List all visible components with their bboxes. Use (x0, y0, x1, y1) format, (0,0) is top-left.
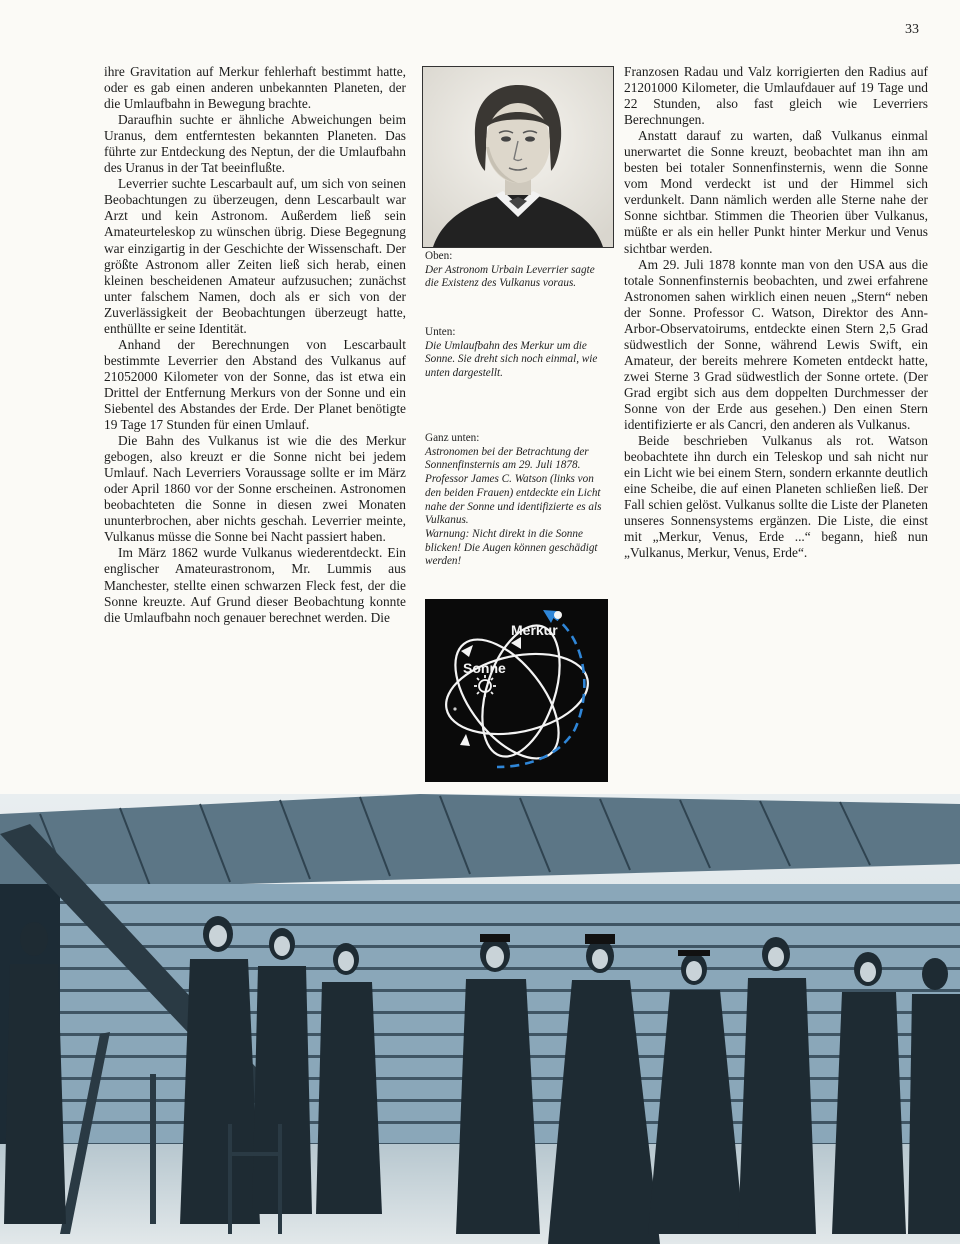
paragraph: Beide beschrieben Vulkanus als rot. Watson beobachtete ihn durch ein Teleskop und sah nicht nur ein Licht wie bei einem Stern, sondern erkannte deutlich eine Scheibe, die auf einen Planeten schließen ließ. Der Fall schien gelöst. Vulkanus sollte die Liste der Planeten unseres Sonnensystems ergänzen. Die Liste, die einst mit „Merkur, Venus, Erde ...“ begann, hieß nun „Vulkanus, Merkur, Venus, Erde“. (624, 433, 928, 561)
paragraph: Anhand der Berechnungen von Lescarbault bestimmte Leverrier den Abstand des Vulkanus auf 21052000 Kilometer von der Sonne, das ist etwa ein Drittel der Entfernung Merkurs von der Sonne und ein Siebentel des Abstandes der Erde. Der Planet benötigte 19 Tage 17 Stunden für einen Umlauf. (104, 336, 406, 433)
caption-photo (425, 432, 610, 569)
paragraph: ihre Gravitation auf Merkur fehlerhaft bestimmt hatte, oder es gab einen anderen unbekannten Planeten, der die Umlaufbahn in Bewegung brachte. (104, 64, 406, 112)
paragraph: Anstatt darauf zu warten, daß Vulkanus einmal unerwartet die Sonne kreuzt, beobachtet man ihn am besten bei totaler Sonnenfinsternis, wenn die Sonne vom Mond verdeckt ist und der Himmel sich verdunkelt. Dann nämlich werden alle Sterne nahe der Sonne sichtbar. Stimmen die Theorien über Vulkanus, müßte er als ein heller Punkt hinter Merkur und Venus sichtbar werden. (624, 128, 928, 256)
caption-label: Oben: (425, 250, 453, 262)
historic-photo-astronomers (0, 794, 960, 1244)
text-column-right (624, 64, 928, 561)
caption-portrait (425, 250, 610, 291)
paragraph: Daraufhin suchte er ähnliche Abweichungen beim Uranus, dem entferntesten bekannten Planeten. Das führte zur Entdeckung des Neptun, der die Umlaufbahn des Uranus in der Tat beeinflußte. (104, 112, 406, 176)
paragraph: Die Bahn des Vulkanus ist wie die des Merkur gebogen, also kreuzt er die Sonne nicht bei jedem Umlauf. Nach Leverriers Voraussage sollte er im März oder April 1860 vor der Sonne erscheinen. Astronomen beobachteten die Sonne in diesen zwei Monaten ununterbrochen, aber nichts geschah. Leverrier meinte, Vulkanus müsse die Sonne bei Nacht passiert haben. (104, 433, 406, 545)
paragraph: Im März 1862 wurde Vulkanus wiederentdeckt. Ein englischer Amateurastronom, Mr. Lummis aus Manchester, stellte einen schwarzen Fleck fest, der die Sonne kreuzte. Auf Grund dieser Beobachtung konnte die Umlaufbahn noch genauer berechnet werden. Die (104, 545, 406, 625)
paragraph: Am 29. Juli 1878 konnte man von den USA aus die totale Sonnenfinsternis beobachten, und zwei erfahrene Astronomen sahen wirklich einen neuen „Stern“ neben der Sonne. Professor C. Watson, Direktor des Ann-Arbor-Observatoirums, entdeckte einen Stern 2,5 Grad südwestlich der Sonne, während Lewis Swift, ein Amateur, der bereits mehrere Kometen entdeckt hatte, zwei Sterne 3 Grad südwestlich der Sonne ortete. (Der Grad ergibt sich aus dem doppelten Durchmesser der Sonne von der Erde aus gesehen.) Den einen Stern identifizierte er als Cancri, den anderen als Vulkanus. (624, 256, 928, 433)
paragraph: Franzosen Radau und Valz korrigierten den Radius auf 21201000 Kilometer, die Umlaufdauer auf 19 Tage und 22 Stunden, also fast gleich wie Leverriers Berechnungen. (624, 64, 928, 128)
text-column-left (104, 64, 406, 626)
caption-label: Unten: (425, 326, 456, 338)
page-number: 33 (905, 22, 919, 37)
caption-label: Ganz unten: (425, 432, 480, 444)
paragraph: Leverrier suchte Lescarbault auf, um sich von seinen Beobachtungen zu überzeugen, denn Lescarbault war Arzt und kein Astronom. Außerdem ließ sein Amateurteleskop zu wünschen übrig. Diese Begegnung war einzigartig in der Geschichte der Wissenschaft. Der größte Astronom aller Zeiten ließ sich herab, einen kleinen bescheidenen Amateur aufzusuchen; zunächst unter falschem Namen, doch als er sich von der Zuverlässigkeit der Beobachtungen überzeugt hatte, enthüllte er seine Identität. (104, 176, 406, 336)
caption-warning: Warnung: Nicht direkt in die Sonne blicken! Die Augen können geschädigt werden! (425, 527, 598, 568)
caption-text: Der Astronom Urbain Leverrier sagte die Existenz des Vulkanus voraus. (425, 263, 595, 290)
caption-text: Astronomen bei der Betrachtung der Sonnenfinsternis am 29. Juli 1878. Professor James C. Watson (links von den beiden Frauen) entdeckte ein Licht nahe der Sonne und identifizierte es als Vulkanus. (425, 445, 602, 527)
caption-text: Die Umlaufbahn des Merkur um die Sonne. Sie dreht sich noch einmal, wie unten dargestellt. (425, 339, 598, 380)
portrait-leverrier (422, 66, 614, 248)
label-sonne: Sonne (463, 660, 506, 676)
orbit-diagram (425, 599, 608, 782)
caption-diagram (425, 326, 610, 381)
label-merkur: Merkur (511, 622, 558, 638)
